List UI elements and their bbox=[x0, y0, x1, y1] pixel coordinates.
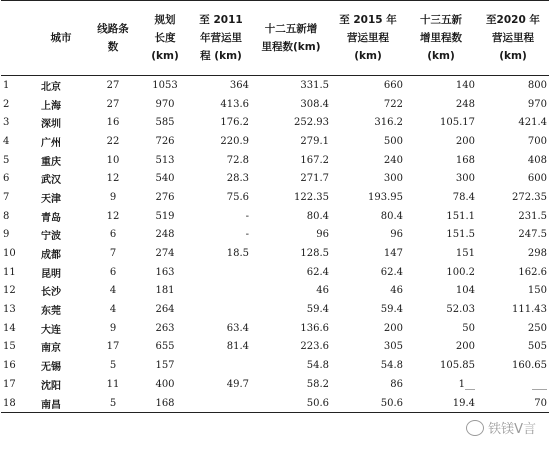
mileage-2011-cell bbox=[191, 282, 251, 301]
row-index-cell: 4 bbox=[3, 135, 10, 147]
mileage-2015-col-header: 至 2015 年 营运里程 (km) bbox=[339, 14, 397, 62]
line-count-cell: 22 bbox=[106, 135, 120, 147]
city-name-cell: 东莞 bbox=[41, 306, 61, 318]
planned-length-cell: 726 bbox=[155, 135, 175, 147]
line-count-cell: 27 bbox=[106, 98, 120, 110]
added-13th-fyp-cell: 50 bbox=[462, 322, 475, 334]
mileage-2020-cell: 150 bbox=[527, 285, 547, 297]
mileage-2015-cell: 500 bbox=[383, 135, 403, 147]
added-13th-fyp-cell: 105.85 bbox=[440, 360, 475, 372]
mileage-2015-cell: 80.4 bbox=[380, 210, 403, 222]
added-13th-fyp-cell: 100.2 bbox=[446, 266, 475, 278]
added-13th-fyp-cell: 200 bbox=[455, 341, 475, 353]
planned-length-cell: 519 bbox=[155, 210, 175, 222]
row-index-cell: 6 bbox=[3, 173, 10, 185]
added-12th-fyp-cell: 62.4 bbox=[306, 266, 329, 278]
city-name-cell: 武汉 bbox=[41, 175, 61, 187]
planned-length-cell: 970 bbox=[155, 98, 175, 110]
added-12th-fyp-cell: 279.1 bbox=[300, 135, 329, 147]
metro-mileage-table bbox=[1, 0, 549, 413]
added-12th-fyp-cell: 136.6 bbox=[300, 322, 329, 334]
mileage-2011-cell: 75.6 bbox=[226, 191, 249, 203]
city-name-cell: 北京 bbox=[41, 81, 61, 93]
table-row bbox=[1, 207, 549, 226]
table-row bbox=[1, 132, 549, 151]
row-index-cell: 9 bbox=[3, 229, 10, 241]
line-count-cell: 6 bbox=[109, 229, 117, 241]
mileage-2015-cell: 96 bbox=[390, 229, 403, 241]
mileage-2011-cell bbox=[191, 300, 251, 319]
added-12th-fyp-cell: 122.35 bbox=[294, 191, 329, 203]
row-index-cell: 3 bbox=[3, 117, 10, 129]
mileage-2020-cell: 421.4 bbox=[518, 117, 547, 129]
added-12th-fyp-cell: 54.8 bbox=[306, 360, 329, 372]
line-count-cell: 5 bbox=[109, 397, 117, 409]
mileage-2015-cell: 305 bbox=[383, 341, 403, 353]
mileage-2020-cell: 250 bbox=[527, 322, 547, 334]
table-row bbox=[1, 356, 549, 375]
mileage-2011-col-header: 至 2011 年营运里 程 (km) bbox=[199, 14, 243, 62]
row-index-cell: 1 bbox=[3, 79, 10, 91]
line-count-cell: 9 bbox=[109, 322, 117, 334]
added-12th-fyp-cell: 50.6 bbox=[306, 397, 329, 409]
row-index-cell: 5 bbox=[3, 154, 10, 166]
planned-length-cell: 513 bbox=[155, 154, 175, 166]
mileage-2015-cell: 54.8 bbox=[380, 360, 403, 372]
city-name-cell: 成都 bbox=[41, 250, 61, 262]
mileage-2011-cell bbox=[191, 263, 251, 282]
mileage-2020-cell: 970 bbox=[527, 98, 547, 110]
mileage-2011-cell: 220.9 bbox=[220, 135, 249, 147]
line-count-cell: 7 bbox=[109, 248, 117, 260]
city-name-cell: 无锡 bbox=[41, 362, 61, 374]
row-index-cell: 7 bbox=[3, 191, 10, 203]
mileage-2020-cell: 600 bbox=[527, 173, 547, 185]
mileage-2015-cell: 300 bbox=[383, 173, 403, 185]
mileage-2020-cell: 70 bbox=[534, 397, 547, 409]
mileage-2020-cell: 700 bbox=[527, 135, 547, 147]
mileage-2020-cell: ___ bbox=[532, 378, 547, 390]
row-index-cell: 16 bbox=[3, 360, 16, 372]
mileage-2011-cell bbox=[191, 394, 251, 413]
mileage-2015-cell: 59.4 bbox=[380, 304, 403, 316]
table-row bbox=[1, 188, 549, 207]
header-row bbox=[1, 1, 549, 76]
mileage-2015-cell: 240 bbox=[383, 154, 403, 166]
planned-length-cell: 263 bbox=[155, 322, 175, 334]
added-12th-fyp-cell: 252.93 bbox=[294, 117, 329, 129]
row-index-cell: 8 bbox=[3, 210, 10, 222]
table-row bbox=[1, 282, 549, 301]
mileage-2015-cell: 200 bbox=[383, 322, 403, 334]
line-count-cell: 11 bbox=[106, 378, 120, 390]
mileage-2020-cell: 298 bbox=[527, 248, 547, 260]
added-13th-fyp-cell: 248 bbox=[455, 98, 475, 110]
line-count-cell: 12 bbox=[106, 210, 120, 222]
mileage-2020-col-header: 至2020 年 营运里程 (km) bbox=[486, 14, 540, 62]
added-12th-fyp-cell: 331.5 bbox=[300, 79, 329, 91]
planned-length-cell: 157 bbox=[155, 360, 175, 372]
mileage-2020-cell: 231.5 bbox=[518, 210, 547, 222]
planned-length-cell: 400 bbox=[155, 378, 175, 390]
planned-length-cell: 655 bbox=[155, 341, 175, 353]
line-count-cell: 4 bbox=[109, 304, 117, 316]
table-row bbox=[1, 263, 549, 282]
mileage-2011-cell: 364 bbox=[229, 79, 249, 91]
added-12th-fyp-cell: 46 bbox=[316, 285, 329, 297]
added-13th-fyp-cell: 104 bbox=[455, 285, 475, 297]
added-12th-fyp-col-header: 十二五新增 里程数(km) bbox=[261, 23, 321, 53]
line-count-cell: 4 bbox=[109, 285, 117, 297]
added-12th-fyp-cell: 167.2 bbox=[300, 154, 329, 166]
mileage-2015-cell: 722 bbox=[383, 98, 403, 110]
mileage-2020-cell: 408 bbox=[527, 154, 547, 166]
mileage-2015-cell: 660 bbox=[383, 79, 403, 91]
table-row bbox=[1, 113, 549, 132]
city-col-header: 城市 bbox=[50, 32, 72, 44]
row-index-cell: 15 bbox=[3, 341, 16, 353]
line-count-cell: 5 bbox=[109, 360, 117, 372]
mileage-2011-cell: 18.5 bbox=[226, 248, 249, 260]
mileage-2020-cell: 162.6 bbox=[518, 266, 547, 278]
added-13th-fyp-cell: 151.1 bbox=[446, 210, 475, 222]
table-row bbox=[1, 338, 549, 357]
mileage-2015-cell: 193.95 bbox=[368, 191, 403, 203]
line-count-cell: 9 bbox=[109, 191, 117, 203]
watermark-text: 铁镁V言 bbox=[488, 422, 536, 437]
line-count-cell: 27 bbox=[106, 79, 120, 91]
line-count-cell: 6 bbox=[109, 266, 117, 278]
mileage-2011-cell: 28.3 bbox=[226, 173, 249, 185]
added-13th-fyp-cell: 151 bbox=[455, 248, 475, 260]
planned-length-cell: 168 bbox=[155, 397, 175, 409]
city-name-cell: 昆明 bbox=[41, 268, 61, 280]
row-index-cell: 17 bbox=[3, 378, 16, 390]
added-12th-fyp-cell: 308.4 bbox=[300, 98, 329, 110]
table-row bbox=[1, 76, 549, 95]
mileage-2015-cell: 46 bbox=[390, 285, 403, 297]
mileage-2020-cell: 800 bbox=[527, 79, 547, 91]
mileage-2015-cell: 62.4 bbox=[380, 266, 403, 278]
mileage-2011-cell: 176.2 bbox=[220, 117, 249, 129]
mileage-2020-cell: 272.35 bbox=[512, 191, 547, 203]
mileage-2011-cell: 49.7 bbox=[226, 378, 249, 390]
planned-length-cell: 274 bbox=[155, 248, 175, 260]
planned-length-cell: 181 bbox=[155, 285, 175, 297]
city-name-cell: 青岛 bbox=[41, 212, 61, 224]
city-name-cell: 宁波 bbox=[41, 231, 61, 243]
city-name-cell: 广州 bbox=[41, 137, 61, 149]
added-13th-fyp-cell: 200 bbox=[455, 135, 475, 147]
table-row bbox=[1, 375, 549, 394]
planned-length-cell: 276 bbox=[155, 191, 175, 203]
table-body bbox=[1, 76, 549, 413]
row-index-cell: 14 bbox=[3, 322, 16, 334]
added-13th-fyp-cell: 1__ bbox=[458, 378, 475, 390]
index-col-header bbox=[1, 1, 35, 76]
city-name-cell: 大连 bbox=[41, 324, 61, 336]
added-12th-fyp-cell: 223.6 bbox=[300, 341, 329, 353]
planned-length-col-header: 规划 长度 (km) bbox=[151, 14, 179, 62]
city-name-cell: 沈阳 bbox=[41, 380, 61, 392]
city-name-cell: 重庆 bbox=[41, 156, 61, 168]
table-row bbox=[1, 226, 549, 245]
line-count-cell: 10 bbox=[106, 154, 120, 166]
row-index-cell: 10 bbox=[3, 248, 16, 260]
row-index-cell: 18 bbox=[3, 397, 16, 409]
added-12th-fyp-cell: 58.2 bbox=[306, 378, 329, 390]
mileage-2011-cell: 413.6 bbox=[220, 98, 249, 110]
table-row bbox=[1, 95, 549, 114]
added-13th-fyp-cell: 140 bbox=[455, 79, 475, 91]
added-13th-fyp-cell: 78.4 bbox=[452, 191, 475, 203]
row-index-cell: 12 bbox=[3, 285, 16, 297]
mileage-2011-cell bbox=[191, 356, 251, 375]
added-13th-fyp-cell: 52.03 bbox=[446, 304, 475, 316]
planned-length-cell: 248 bbox=[155, 229, 175, 241]
added-12th-fyp-cell: 271.7 bbox=[300, 173, 329, 185]
mileage-2015-cell: 316.2 bbox=[374, 117, 403, 129]
table-row bbox=[1, 394, 549, 413]
mileage-2020-cell: 247.5 bbox=[518, 229, 547, 241]
watermark bbox=[466, 418, 536, 437]
added-13th-fyp-cell: 105.17 bbox=[440, 117, 475, 129]
table-row bbox=[1, 319, 549, 338]
added-12th-fyp-cell: 80.4 bbox=[306, 210, 329, 222]
mileage-2020-cell: 111.43 bbox=[512, 304, 547, 316]
added-13th-fyp-cell: 300 bbox=[455, 173, 475, 185]
line-count-col-header: 线路条 数 bbox=[97, 23, 129, 53]
line-count-cell: 16 bbox=[106, 117, 120, 129]
city-name-cell: 上海 bbox=[41, 100, 61, 112]
added-13th-fyp-cell: 151.5 bbox=[446, 229, 475, 241]
mileage-2011-cell: 72.8 bbox=[226, 154, 249, 166]
mileage-2020-cell: 160.65 bbox=[512, 360, 547, 372]
city-name-cell: 长沙 bbox=[41, 287, 61, 299]
city-name-cell: 天津 bbox=[41, 193, 61, 205]
row-index-cell: 13 bbox=[3, 304, 16, 316]
added-12th-fyp-cell: 96 bbox=[316, 229, 329, 241]
mileage-2011-cell: 81.4 bbox=[226, 341, 249, 353]
city-name-cell: 南京 bbox=[41, 343, 61, 355]
planned-length-cell: 1053 bbox=[152, 79, 178, 91]
added-12th-fyp-cell: 59.4 bbox=[306, 304, 329, 316]
added-12th-fyp-cell: 128.5 bbox=[300, 248, 329, 260]
row-index-cell: 11 bbox=[3, 266, 16, 278]
table-row bbox=[1, 300, 549, 319]
added-13th-fyp-cell: 19.4 bbox=[452, 397, 475, 409]
mileage-2015-cell: 86 bbox=[390, 378, 403, 390]
mileage-2011-cell: - bbox=[245, 229, 249, 241]
wechat-bubble-icon bbox=[466, 420, 484, 436]
planned-length-cell: 163 bbox=[155, 266, 175, 278]
added-13th-fyp-col-header: 十三五新 增里程数 (km) bbox=[420, 14, 462, 62]
table-row bbox=[1, 244, 549, 263]
mileage-2020-cell: 505 bbox=[527, 341, 547, 353]
line-count-cell: 12 bbox=[106, 173, 120, 185]
added-13th-fyp-cell: 168 bbox=[455, 154, 475, 166]
table-row bbox=[1, 151, 549, 170]
city-name-cell: 南昌 bbox=[41, 399, 61, 411]
planned-length-cell: 264 bbox=[155, 304, 175, 316]
mileage-2015-cell: 147 bbox=[383, 248, 403, 260]
mileage-2011-cell: - bbox=[245, 210, 249, 222]
line-count-cell: 17 bbox=[106, 341, 120, 353]
table-row bbox=[1, 169, 549, 188]
mileage-2015-cell: 50.6 bbox=[380, 397, 403, 409]
planned-length-cell: 540 bbox=[155, 173, 175, 185]
row-index-cell: 2 bbox=[3, 98, 10, 110]
planned-length-cell: 585 bbox=[155, 117, 175, 129]
city-name-cell: 深圳 bbox=[41, 119, 61, 131]
mileage-2011-cell: 63.4 bbox=[226, 322, 249, 334]
